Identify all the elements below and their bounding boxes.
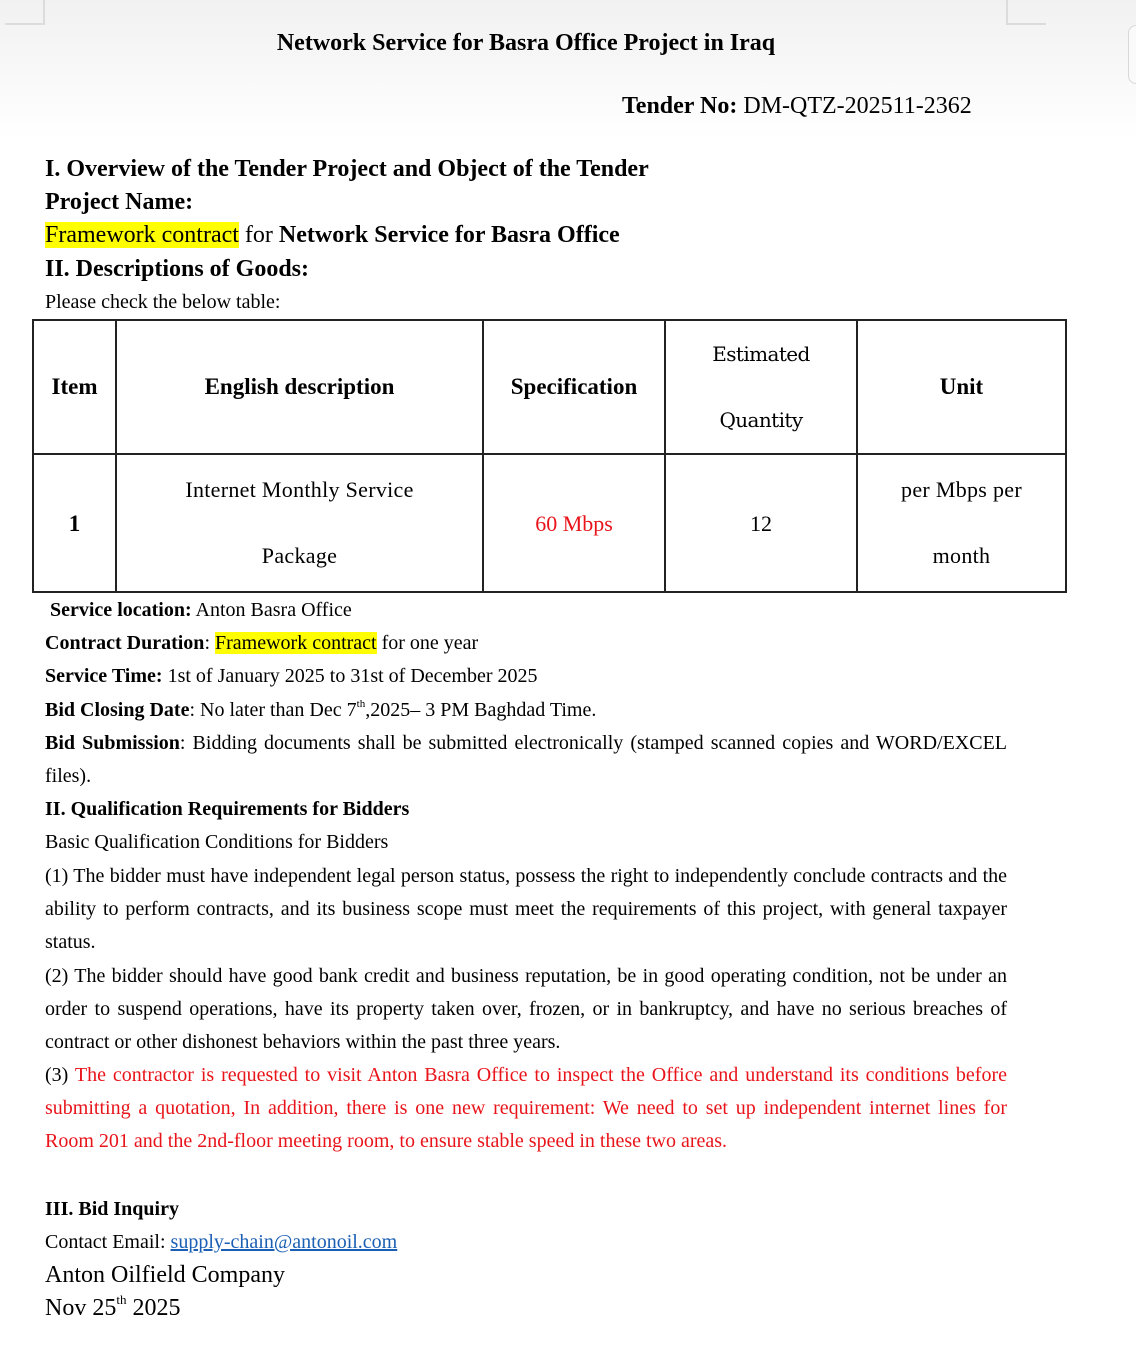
contact-email-link[interactable]: supply-chain@antonoil.com [170, 1231, 398, 1253]
contract-duration [45, 632, 478, 655]
margin-corner-mark-left [5, 0, 45, 25]
tender-number-line [622, 93, 972, 120]
cell-quantity: 12 [665, 454, 857, 592]
header-estimated-quantity [665, 320, 857, 454]
tender-label: Tender No [622, 93, 730, 119]
bid-submission-colon: : [179, 732, 193, 754]
bid-inquiry-heading: III. Bid Inquiry [45, 1198, 179, 1220]
unit-line2: month [932, 543, 991, 568]
tender-colon: : [729, 93, 744, 119]
qualification-item-3-prefix: (3) [45, 1064, 75, 1086]
date-b: 2025 [126, 1295, 181, 1321]
cell-unit [857, 454, 1066, 592]
header-item: Item [33, 320, 116, 454]
goods-intro: Please check the below table: [45, 291, 281, 313]
qualification-subheading: Basic Qualification Conditions for Bidders [45, 831, 389, 853]
qualification-item-3-text: The contractor is requested to visit Anton Basra Office to inspect the Office and understand its conditions before submitting a quotation, In addition, there is one new requirement: We need to set up independent internet lines for Room 201 and the 2nd-floor meeting room, to ensure stable speed in these two areas. [45, 1064, 1007, 1152]
qualification-heading: II. Qualification Requirements for Bidders [45, 798, 410, 820]
bid-closing-label: Bid Closing Date [45, 699, 190, 721]
qualification-item-3 [45, 1059, 1007, 1158]
document-title: Network Service for Basra Office Project in Iraq [276, 30, 776, 56]
project-name-connector: for [238, 222, 279, 248]
company-name: Anton Oilfield Company [45, 1262, 285, 1288]
table-row [33, 454, 1066, 592]
contract-duration-label: Contract Duration [45, 632, 205, 654]
header-english-description: English description [116, 320, 483, 454]
project-name-highlight: Framework contract [45, 222, 239, 248]
project-name-label: Project Name: [45, 189, 194, 215]
date-a: Nov 25 [45, 1295, 117, 1321]
contract-duration-highlight: Framework contract [215, 632, 377, 654]
qualification-item-1: (1) The bidder must have independent legal person status, possess the right to independently conclude contracts and the ability to perform contracts, and its business scope must meet the requirements of this project, with general taxpayer status. [45, 865, 1007, 953]
bid-submission-label: Bid Submission [45, 732, 180, 754]
qualification-item-2: (2) The bidder should have good bank credit and business reputation, be in good operating condition, not be under an order to suspend operations, have its property taken over, frozen, or in bankruptcy, and have no serious breaches of contract or other dishonest behaviors within the past three years. [45, 965, 1007, 1053]
contract-duration-colon: : [204, 632, 215, 654]
bid-closing-value-a: No later than Dec 7 [200, 699, 357, 721]
project-name [45, 222, 620, 249]
service-time-label: Service Time: [45, 665, 163, 687]
tender-number: DM-QTZ-202511-2362 [743, 93, 972, 119]
service-time-value: 1st of January 2025 to 31st of December 2025 [167, 665, 538, 687]
service-time [45, 665, 537, 688]
header-specification: Specification [483, 320, 665, 454]
contact-email-line [45, 1231, 397, 1254]
service-location-value: Anton Basra Office [195, 599, 352, 621]
goods-table [32, 319, 1067, 593]
contract-duration-rest: for one year [376, 632, 479, 654]
project-name-rest: Network Service for Basra Office [278, 222, 620, 248]
date-sup: th [116, 1292, 127, 1307]
side-panel-handle[interactable] [1128, 25, 1136, 84]
cell-item: 1 [33, 454, 116, 592]
table-header-row [33, 320, 1066, 454]
contact-email-label: Contact Email: [45, 1231, 171, 1253]
header-unit: Unit [857, 320, 1066, 454]
header-quantity: Quantity [719, 408, 803, 432]
service-location [50, 599, 352, 622]
header-estimated: Estimated [712, 342, 810, 366]
cell-specification: 60 Mbps [483, 454, 665, 592]
section-overview-heading: I. Overview of the Tender Project and Object of the Tender [45, 156, 649, 182]
bid-submission-value: Bidding documents shall be submitted electronically (stamped scanned copies and WORD/EXCEL files). [45, 732, 1008, 787]
description-line2: Package [261, 543, 338, 568]
bid-closing-date [45, 699, 596, 722]
cell-description [116, 454, 483, 592]
margin-corner-mark-right [1006, 0, 1046, 25]
bid-submission [45, 727, 1007, 793]
bid-closing-value-b: ,2025– 3 PM Baghdad Time. [365, 699, 597, 721]
service-location-label: Service location: [50, 599, 192, 621]
section-goods-heading: II. Descriptions of Goods: [45, 256, 310, 282]
bid-closing-sup: th [356, 698, 366, 710]
bid-closing-colon: : [189, 699, 201, 721]
unit-line1: per Mbps per [901, 477, 1022, 502]
description-line1: Internet Monthly Service [185, 477, 414, 502]
document-date [45, 1292, 181, 1322]
